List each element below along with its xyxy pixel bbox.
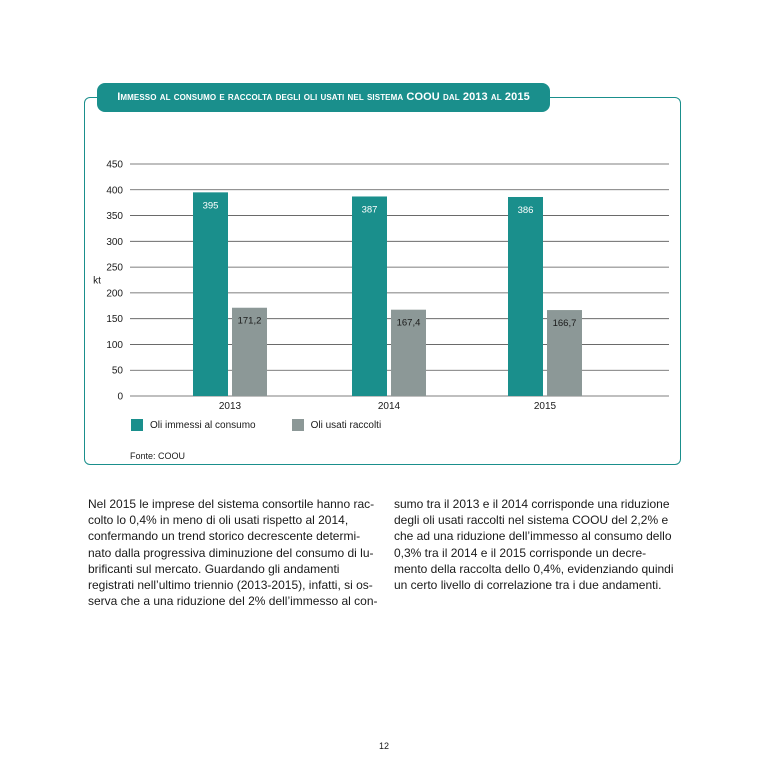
y-tick-label: 300 bbox=[106, 236, 123, 248]
text-line: 0,3% tra il 2014 e il 2015 corrisponde un decre- bbox=[394, 545, 647, 560]
data-label: 395 bbox=[202, 200, 219, 212]
text-line: un certo livello di correlazione tra i due andamenti. bbox=[394, 578, 662, 593]
y-tick-label: 350 bbox=[106, 211, 123, 223]
text-line: registrati nell’ultimo triennio (2013-2015), infatti, si os- bbox=[88, 578, 373, 593]
y-tick-label: 400 bbox=[106, 185, 123, 197]
text-line: nato dalla progressiva diminuzione del consumo di lu- bbox=[88, 545, 374, 560]
text-line: mento della raccolta dello 0,4%, evidenziando quindi bbox=[394, 561, 674, 576]
x-tick-label: 2015 bbox=[533, 401, 557, 412]
text-line: degli oli usati raccolti nel sistema COOU del 2,2% e bbox=[394, 513, 669, 528]
bar-immessi-2015 bbox=[508, 197, 543, 396]
text-line: che ad una riduzione dell’immesso al consumo dello bbox=[394, 529, 672, 544]
text-line: confermando un trend storico decrescente determi- bbox=[88, 529, 361, 544]
data-label: 171,2 bbox=[237, 315, 262, 327]
bar-immessi-2014 bbox=[352, 196, 387, 396]
legend-item-series-1 bbox=[131, 419, 256, 431]
page-number: 12 bbox=[378, 741, 389, 751]
body-text-right-column bbox=[394, 496, 672, 593]
y-tick-label: 50 bbox=[111, 365, 123, 377]
y-tick-label: 150 bbox=[106, 314, 123, 326]
text-line: serva che a una riduzione del 2% dell’immesso al con- bbox=[88, 594, 378, 609]
data-label: 166,7 bbox=[552, 318, 577, 330]
legend-item-series-2 bbox=[292, 419, 382, 431]
y-tick-label: 250 bbox=[106, 262, 123, 274]
y-tick-label: 100 bbox=[106, 339, 123, 351]
chart-legend bbox=[131, 419, 417, 431]
legend-swatch-series-1 bbox=[131, 419, 143, 431]
text-line: sumo tra il 2013 e il 2014 corrisponde una riduzione bbox=[394, 497, 670, 511]
body-text-left-column bbox=[88, 496, 378, 609]
data-label: 387 bbox=[361, 204, 378, 216]
x-tick-label: 2014 bbox=[377, 401, 401, 412]
x-tick-label: 2013 bbox=[218, 401, 242, 412]
text-line: colto lo 0,4% in meno di oli usati rispetto al 2014, bbox=[88, 513, 349, 528]
chart-title: Immesso al consumo e raccolta degli oli usati nel sistema COOU dal 2013 al 2015 bbox=[97, 83, 550, 112]
text-line: Nel 2015 le imprese del sistema consortile hanno rac- bbox=[88, 497, 375, 511]
data-label: 167,4 bbox=[396, 317, 421, 329]
legend-label-series-1: Oli immessi al consumo bbox=[150, 419, 256, 431]
bar-immessi-2013 bbox=[193, 192, 228, 396]
data-label: 386 bbox=[517, 204, 534, 216]
legend-label-series-2: Oli usati raccolti bbox=[310, 419, 382, 431]
y-tick-label: 0 bbox=[117, 391, 123, 403]
chart-source: Fonte: COOU bbox=[130, 451, 186, 461]
y-axis-label: kt bbox=[93, 275, 101, 287]
legend-swatch-series-2 bbox=[292, 419, 304, 431]
text-line: brificanti sul mercato. Guardando gli andamenti bbox=[88, 561, 340, 576]
y-tick-label: 200 bbox=[106, 288, 123, 300]
y-tick-label: 450 bbox=[106, 159, 123, 171]
